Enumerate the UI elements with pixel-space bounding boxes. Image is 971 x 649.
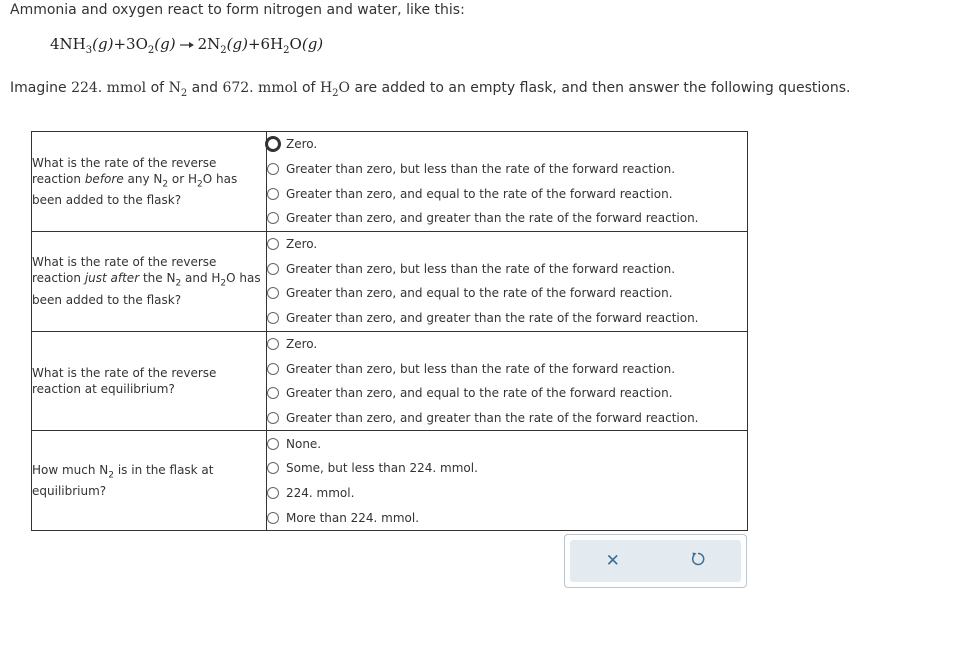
question-row [32, 331, 748, 431]
question-row [32, 431, 748, 531]
radio-button[interactable] [265, 136, 281, 152]
radio-button[interactable] [267, 438, 279, 450]
answer-option[interactable]: Zero. [267, 132, 747, 157]
question-prompt: What is the rate of the reverse reaction just after the $N_2$ and $H_2O$ has been added to the flask? [32, 231, 267, 331]
answer-option[interactable]: Greater than zero, but less than the rate of the forward reaction. [267, 256, 747, 281]
answer-option[interactable]: Greater than zero, and greater than the rate of the forward reaction. [267, 206, 747, 231]
question-prompt: What is the rate of the reverse reaction at equilibrium? [32, 331, 267, 431]
radio-button[interactable] [267, 263, 279, 275]
radio-button[interactable] [267, 387, 279, 399]
intro-text: Ammonia and oxygen react to form nitrogen and water, like this: [10, 2, 465, 18]
answer-option[interactable]: Some, but less than 224. mmol. [267, 456, 747, 481]
radio-button[interactable] [267, 287, 279, 299]
radio-button[interactable] [267, 188, 279, 200]
problem-statement: Imagine 224. mmol of $N_2$ and 672. mmol of $H_2O$ are added to an empty flask, and then answer the following questions. [10, 80, 851, 99]
radio-button[interactable] [267, 412, 279, 424]
radio-button[interactable] [267, 363, 279, 375]
question-row [32, 231, 748, 331]
answer-option[interactable]: Zero. [267, 332, 747, 357]
radio-button[interactable] [267, 238, 279, 250]
answer-option[interactable]: Greater than zero, and equal to the rate of the forward reaction. [267, 381, 747, 406]
answer-option[interactable]: 224. mmol. [267, 481, 747, 506]
radio-button[interactable] [267, 512, 279, 524]
answer-option[interactable]: Greater than zero, and equal to the rate of the forward reaction. [267, 181, 747, 206]
question-row [32, 132, 748, 232]
answer-options [267, 132, 748, 232]
question-prompt: What is the rate of the reverse reaction before any $N_2$ or $H_2O$ has been added to the flask? [32, 132, 267, 232]
clear-button[interactable] [570, 540, 656, 582]
close-icon: ✕ [605, 551, 620, 571]
reaction-arrow-icon [180, 38, 194, 53]
answer-option[interactable]: Greater than zero, and greater than the rate of the forward reaction. [267, 306, 747, 331]
radio-button[interactable] [267, 312, 279, 324]
question-table [31, 131, 748, 531]
radio-button[interactable] [267, 338, 279, 350]
chemical-equation: $4NH_3(g)+3O_2(g)$ $2N_2(g)+6H_2O(g)$ [50, 35, 324, 56]
answer-options [267, 231, 748, 331]
action-buttons [570, 540, 741, 582]
answer-option[interactable]: None. [267, 431, 747, 456]
radio-button[interactable] [267, 487, 279, 499]
answer-option[interactable]: Zero. [267, 232, 747, 257]
answer-option[interactable]: Greater than zero, and greater than the rate of the forward reaction. [267, 406, 747, 431]
action-panel [564, 534, 747, 588]
answer-option[interactable]: Greater than zero, but less than the rate of the forward reaction. [267, 157, 747, 182]
radio-button[interactable] [267, 212, 279, 224]
answer-option[interactable]: Greater than zero, and equal to the rate of the forward reaction. [267, 281, 747, 306]
answer-option[interactable]: Greater than zero, but less than the rate of the forward reaction. [267, 356, 747, 381]
radio-button[interactable] [267, 462, 279, 474]
undo-icon [690, 551, 706, 571]
answer-option[interactable]: More than 224. mmol. [267, 505, 747, 530]
answer-options [267, 331, 748, 431]
reset-button[interactable] [656, 540, 742, 582]
question-prompt: How much $N_2$ is in the flask at equilibrium? [32, 431, 267, 531]
radio-button[interactable] [267, 163, 279, 175]
answer-options [267, 431, 748, 531]
